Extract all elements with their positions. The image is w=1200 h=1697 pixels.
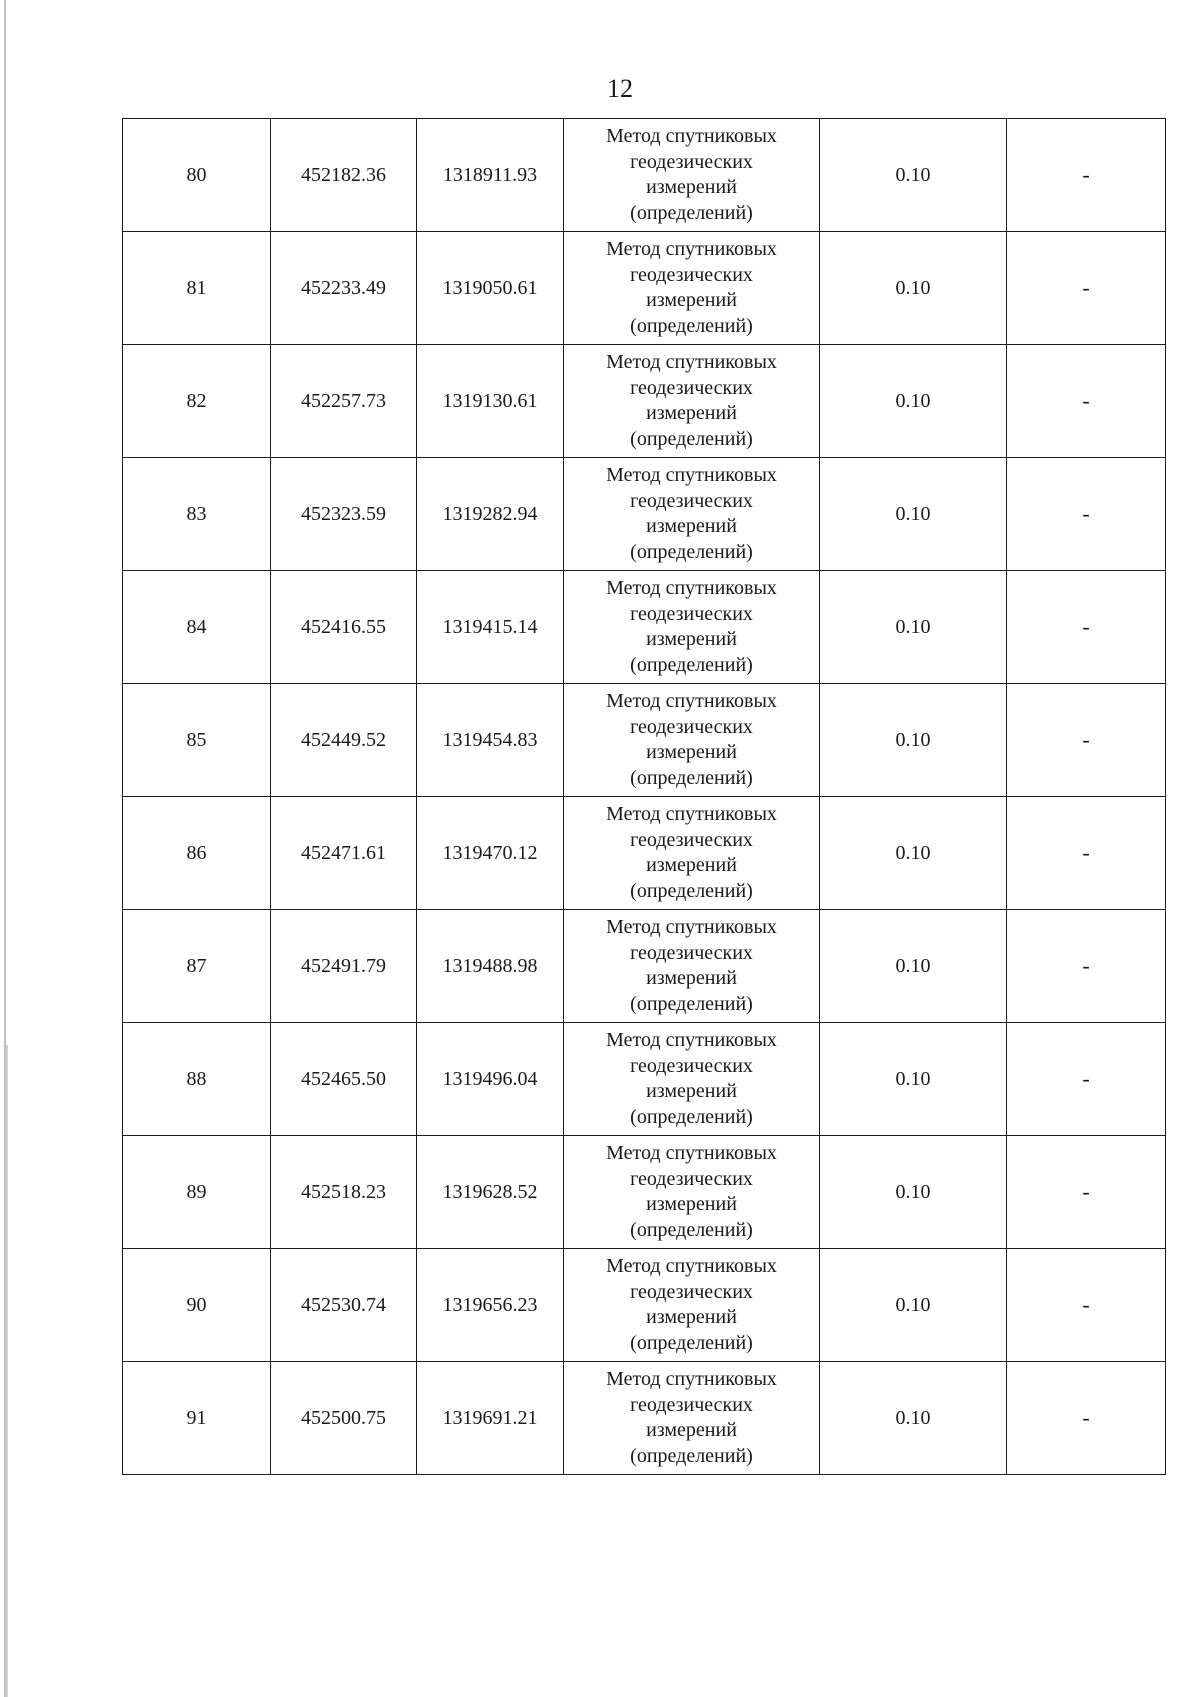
accuracy-cell: 0.10	[820, 119, 1007, 232]
x-coordinate-cell: 452257.73	[271, 345, 417, 458]
method-line: Метод спутниковых	[606, 1255, 777, 1277]
method-line: (определений)	[630, 427, 753, 450]
note-cell: -	[1007, 1023, 1166, 1136]
table-row	[123, 910, 1166, 1023]
method-cell	[564, 232, 820, 345]
table-row	[123, 1136, 1166, 1249]
point-number-cell: 88	[123, 1023, 271, 1136]
y-coordinate-cell: 1319691.21	[417, 1362, 564, 1475]
x-coordinate-cell: 452500.75	[271, 1362, 417, 1475]
method-line: Метод спутниковых	[606, 1029, 777, 1051]
method-line: Метод спутниковых	[606, 351, 777, 373]
note-cell: -	[1007, 571, 1166, 684]
table-row	[123, 458, 1166, 571]
method-line: измерений	[646, 1193, 737, 1215]
method-line: (определений)	[630, 1218, 753, 1241]
coordinates-table	[122, 118, 1166, 1475]
table-row	[123, 684, 1166, 797]
accuracy-cell: 0.10	[820, 1249, 1007, 1362]
note-cell: -	[1007, 119, 1166, 232]
method-cell	[564, 345, 820, 458]
x-coordinate-cell: 452518.23	[271, 1136, 417, 1249]
y-coordinate-cell: 1319656.23	[417, 1249, 564, 1362]
x-coordinate-cell: 452323.59	[271, 458, 417, 571]
method-line: Метод спутниковых	[606, 577, 777, 599]
method-line: (определений)	[630, 1331, 753, 1354]
x-coordinate-cell: 452449.52	[271, 684, 417, 797]
method-line: Метод спутниковых	[606, 690, 777, 712]
method-line: измерений	[646, 176, 737, 198]
method-line: измерений	[646, 1419, 737, 1441]
note-cell: -	[1007, 232, 1166, 345]
method-line: геодезических	[630, 1054, 753, 1077]
method-line: измерений	[646, 741, 737, 763]
method-line: (определений)	[630, 766, 753, 789]
point-number-cell: 89	[123, 1136, 271, 1249]
accuracy-cell: 0.10	[820, 458, 1007, 571]
method-line: Метод спутниковых	[606, 464, 777, 486]
y-coordinate-cell: 1318911.93	[417, 119, 564, 232]
method-cell	[564, 1362, 820, 1475]
method-cell	[564, 119, 820, 232]
method-cell	[564, 571, 820, 684]
method-line: измерений	[646, 289, 737, 311]
method-line: измерений	[646, 515, 737, 537]
y-coordinate-cell: 1319415.14	[417, 571, 564, 684]
method-line: (определений)	[630, 1105, 753, 1128]
method-cell	[564, 684, 820, 797]
x-coordinate-cell: 452233.49	[271, 232, 417, 345]
method-line: геодезических	[630, 150, 753, 173]
method-line: (определений)	[630, 653, 753, 676]
method-line: Метод спутниковых	[606, 1142, 777, 1164]
method-line: измерений	[646, 1306, 737, 1328]
point-number-cell: 91	[123, 1362, 271, 1475]
method-line: измерений	[646, 402, 737, 424]
note-cell: -	[1007, 458, 1166, 571]
accuracy-cell: 0.10	[820, 910, 1007, 1023]
method-line: измерений	[646, 854, 737, 876]
x-coordinate-cell: 452182.36	[271, 119, 417, 232]
note-cell: -	[1007, 1249, 1166, 1362]
method-cell	[564, 1023, 820, 1136]
y-coordinate-cell: 1319496.04	[417, 1023, 564, 1136]
point-number-cell: 90	[123, 1249, 271, 1362]
method-cell	[564, 797, 820, 910]
note-cell: -	[1007, 797, 1166, 910]
method-line: (определений)	[630, 540, 753, 563]
method-line: геодезических	[630, 263, 753, 286]
method-line: измерений	[646, 967, 737, 989]
point-number-cell: 87	[123, 910, 271, 1023]
method-line: (определений)	[630, 879, 753, 902]
method-line: (определений)	[630, 992, 753, 1015]
x-coordinate-cell: 452530.74	[271, 1249, 417, 1362]
method-cell	[564, 458, 820, 571]
point-number-cell: 83	[123, 458, 271, 571]
method-line: Метод спутниковых	[606, 803, 777, 825]
note-cell: -	[1007, 345, 1166, 458]
y-coordinate-cell: 1319470.12	[417, 797, 564, 910]
note-cell: -	[1007, 1362, 1166, 1475]
scan-edge-shadow	[6, 1045, 8, 1697]
table-row	[123, 232, 1166, 345]
accuracy-cell: 0.10	[820, 797, 1007, 910]
table-body	[123, 119, 1166, 1475]
y-coordinate-cell: 1319050.61	[417, 232, 564, 345]
note-cell: -	[1007, 1136, 1166, 1249]
point-number-cell: 82	[123, 345, 271, 458]
method-line: Метод спутниковых	[606, 125, 777, 147]
point-number-cell: 81	[123, 232, 271, 345]
method-line: (определений)	[630, 1444, 753, 1467]
y-coordinate-cell: 1319488.98	[417, 910, 564, 1023]
method-line: геодезических	[630, 1280, 753, 1303]
accuracy-cell: 0.10	[820, 1023, 1007, 1136]
table-row	[123, 1362, 1166, 1475]
point-number-cell: 85	[123, 684, 271, 797]
x-coordinate-cell: 452471.61	[271, 797, 417, 910]
method-cell	[564, 910, 820, 1023]
y-coordinate-cell: 1319628.52	[417, 1136, 564, 1249]
method-line: (определений)	[630, 314, 753, 337]
table-row	[123, 345, 1166, 458]
method-cell	[564, 1249, 820, 1362]
point-number-cell: 80	[123, 119, 271, 232]
table-row	[123, 571, 1166, 684]
method-line: геодезических	[630, 376, 753, 399]
method-line: (определений)	[630, 201, 753, 224]
method-line: геодезических	[630, 1393, 753, 1416]
method-line: геодезических	[630, 1167, 753, 1190]
method-line: геодезических	[630, 828, 753, 851]
table-row	[123, 797, 1166, 910]
note-cell: -	[1007, 910, 1166, 1023]
accuracy-cell: 0.10	[820, 571, 1007, 684]
accuracy-cell: 0.10	[820, 1136, 1007, 1249]
page-number: 12	[607, 74, 633, 103]
point-number-cell: 86	[123, 797, 271, 910]
accuracy-cell: 0.10	[820, 684, 1007, 797]
method-line: измерений	[646, 1080, 737, 1102]
y-coordinate-cell: 1319130.61	[417, 345, 564, 458]
method-line: геодезических	[630, 715, 753, 738]
method-line: геодезических	[630, 489, 753, 512]
method-line: Метод спутниковых	[606, 238, 777, 260]
accuracy-cell: 0.10	[820, 1362, 1007, 1475]
method-line: измерений	[646, 628, 737, 650]
accuracy-cell: 0.10	[820, 345, 1007, 458]
table-row	[123, 1023, 1166, 1136]
y-coordinate-cell: 1319454.83	[417, 684, 564, 797]
note-cell: -	[1007, 684, 1166, 797]
method-line: Метод спутниковых	[606, 1368, 777, 1390]
method-cell	[564, 1136, 820, 1249]
method-line: геодезических	[630, 941, 753, 964]
table-row	[123, 1249, 1166, 1362]
x-coordinate-cell: 452491.79	[271, 910, 417, 1023]
table-row	[123, 119, 1166, 232]
y-coordinate-cell: 1319282.94	[417, 458, 564, 571]
x-coordinate-cell: 452416.55	[271, 571, 417, 684]
accuracy-cell: 0.10	[820, 232, 1007, 345]
point-number-cell: 84	[123, 571, 271, 684]
x-coordinate-cell: 452465.50	[271, 1023, 417, 1136]
method-line: геодезических	[630, 602, 753, 625]
method-line: Метод спутниковых	[606, 916, 777, 938]
